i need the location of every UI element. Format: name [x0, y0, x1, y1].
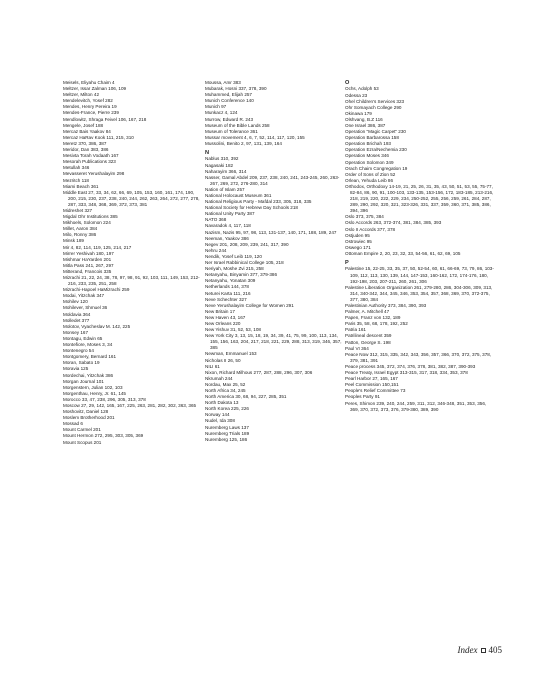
- index-entry: North Africa 34, 245: [205, 388, 246, 393]
- index-entry: Moldavia 364: [63, 311, 91, 317]
- index-entry: Mendlowitz, Shraga Feivel 106, 167, 218: [63, 116, 147, 122]
- index-entry: Ottoman Empire 2, 20, 23, 32, 33, 54-56, 61, 62, 69, 105: [345, 250, 461, 256]
- index-entry: Meretz 370, 386, 387: [63, 140, 107, 146]
- index-entry: Neriyah, Moshe Zvi 215, 258: [205, 266, 264, 272]
- index-entry: National Society for Hebrew Day Schools 218: [205, 205, 298, 211]
- index-entry: Olshvang, B.Z 116: [345, 116, 383, 122]
- index-entry: Miami Beach 361: [63, 183, 99, 189]
- index-entry: Molledet 377: [63, 317, 90, 323]
- section-letter: O: [345, 80, 350, 86]
- index-entry: Mizrachi 21, 22, 24, 38, 78, 97, 98, 91, 92, 103, 111, 149, 153, 212-216, 233, 235, 251, 258: [63, 275, 200, 287]
- index-entry: Nuremberg 125, 186: [205, 436, 248, 442]
- index-entry: Oslo Accords 263, 372-374, 381, 384, 385, 393: [345, 220, 442, 226]
- index-entry: Middle East 27, 33, 34, 62, 66, 69, 105, 153, 160, 161, 174, 190, 200, 215, 230, 237, 238, 240, 244, 262, 263, 264, 272, 277, 278, 287, 333, 348, 368, 369, 372, 373, 381: [63, 189, 200, 207]
- index-entry: Mendelevitch, Yosef 282: [63, 98, 113, 104]
- index-entry: Mount Hermon 272, 295, 303, 305, 369: [63, 433, 144, 439]
- index-column-2: [205, 80, 345, 443]
- index-entry: Newman, Emmanuel 153: [205, 351, 257, 357]
- index-entry: Mevasseret Yerushalayim 298: [63, 171, 125, 177]
- index-entry: One Israel 386, 387: [345, 122, 386, 128]
- index-entry: Morgenstern, Julian 102, 103: [63, 384, 123, 390]
- index-entry: Oswego 171: [345, 244, 371, 250]
- index-entry: Peace Treaty, Israel Egypt 313-315, 317, 318, 334, 353, 378: [345, 370, 468, 376]
- index-entry: Minsk 189: [63, 238, 84, 244]
- index-entry: North America 30, 68, 94, 227, 285, 351: [205, 394, 287, 400]
- index-entry: Ohel Children's Services 323: [345, 98, 405, 104]
- index-entry: Mussolini, Benito 2, 97, 131, 139, 164: [205, 140, 282, 146]
- index-entry: Moshovitz, Daniel 128: [63, 409, 109, 415]
- index-entry: Munich 97: [205, 104, 227, 110]
- index-entry: Montenegro 54: [63, 348, 94, 354]
- index-entry: Morgenthau, Henry, Jr. 61, 145: [63, 390, 126, 396]
- index-entry: Nicholas II 26, 50: [205, 357, 241, 363]
- index-entry: Mikhoels, Solomon 224: [63, 220, 111, 226]
- index-entry: Nordau, Max 25, 52: [205, 381, 246, 387]
- index-entry: Mubarak, Hosni 337, 378, 390: [205, 86, 267, 92]
- index-entry: Mercaz Bais Yaakov 84: [63, 128, 111, 134]
- index-entry: Norway 144: [205, 412, 230, 418]
- index-entry: Molotov, Vyacheslav M. 142, 225: [63, 323, 131, 329]
- index-entry: Nuremberg Laws 137: [205, 424, 249, 430]
- index-entry: Meridor, Dan 383, 386: [63, 147, 109, 153]
- index-entry: Nkrumah 244: [205, 375, 233, 381]
- index-entry: Neturei Karta 111, 216: [205, 290, 251, 296]
- index-entry: Mussar movement 4, 6, 7, 52, 114, 117, 120, 155: [205, 134, 305, 140]
- index-entry: Oslo 373, 375, 384: [345, 214, 384, 220]
- index-entry: Operation Barbarossa 158: [345, 135, 399, 141]
- index-entry: Meltzer, Issar Zalman 106, 109: [63, 86, 127, 92]
- index-entry: Operation "Magic Carpet" 230: [345, 129, 406, 135]
- index-entry: Ostjuden 95: [345, 232, 370, 238]
- index-entry: Mitla Pass 241, 267, 297: [63, 262, 114, 268]
- index-entry: North Korea 225, 226: [205, 406, 249, 412]
- index-entry: Moravia 125: [63, 366, 89, 372]
- index-entry: Papen, Franz von 132, 189: [345, 315, 401, 321]
- index-entry: Mezritch 118: [63, 177, 89, 183]
- index-entry: Moslem Brotherhood 201: [63, 415, 115, 421]
- index-entry: Metullah 346: [63, 165, 90, 171]
- index-entry: Operation Ezra/Nechemia 230: [345, 147, 407, 153]
- index-entry: Peel Commission 150,151: [345, 382, 399, 388]
- index-entry: Mendes-France, Pierre 239: [63, 110, 119, 116]
- index-entry: Museum of Tolerance 361: [205, 128, 258, 134]
- index-entry: Midreshet 327: [63, 207, 93, 213]
- index-entry: Neve Yerushalayim College for Women 291: [205, 302, 294, 308]
- index-entry: New Haven 43, 167: [205, 314, 246, 320]
- index-entry: Nablus 310, 392: [205, 156, 239, 162]
- index-entry: Mohilever, Shmuel 36: [63, 305, 108, 311]
- index-entry: Palestinian Authority 373, 384, 390, 393: [345, 303, 427, 308]
- index-entry: People's Relief Committee 73: [345, 388, 406, 394]
- index-entry: Ostrowiec 95: [345, 238, 372, 244]
- index-entry: Migdal Ohr Institutions 385: [63, 214, 118, 220]
- index-entry: National Religious Party - Mafdal 233, 305, 318, 335: [205, 199, 312, 205]
- index-entry: Netanyahu, Binyamin 377, 379-386: [205, 272, 278, 278]
- index-entry: Morgan Journal 101: [63, 378, 104, 384]
- index-entry: Peres, Shimon 239, 240, 244, 259, 311, 312, 346-348, 351, 353, 356, 369, 370, 372, 373, 376, 379-380, 389, 390: [345, 400, 487, 412]
- index-entry: Mesivta Torah Vodaath 167: [63, 153, 119, 159]
- index-entry: Montagu, Edwin 65: [63, 335, 103, 341]
- index-column-3: [345, 80, 495, 413]
- index-entry: Muhammed, Elijah 257: [205, 92, 252, 98]
- index-entry: Peace process 345, 372, 374, 376, 378, 381, 382, 387, 390-393: [345, 363, 476, 369]
- square-ornament-icon: [481, 648, 486, 653]
- index-entry: Paris 35, 58, 68, 178, 192, 252: [345, 321, 408, 327]
- index-entry: Mercaz HaRav Kook 111, 215, 310: [63, 134, 134, 140]
- index-entry: Modai, Yitzchak 347: [63, 293, 105, 299]
- index-entry: Peace Now 312, 315, 335, 342, 343, 356, 357, 366, 370, 372, 375, 378, 379, 381, 391: [345, 351, 492, 363]
- index-entry: Nazism, Nazis 95, 97, 98, 113, 131-137, 140, 171, 188, 189, 247: [205, 229, 337, 235]
- index-entry: NILI 61: [205, 363, 220, 369]
- index-entry: Orlean, Yehuda Leib 86: [345, 177, 394, 183]
- index-entry: Millet, Aaron 384: [63, 226, 98, 232]
- index-entry: Museum of the Bible Lands 258: [205, 122, 270, 128]
- index-entry: North Dakota 13: [205, 400, 239, 406]
- index-entry: Munkacz 4, 124: [205, 110, 238, 116]
- index-entry: Odessa 23: [345, 92, 368, 98]
- index-column-1: [63, 80, 203, 446]
- index-entry: Patton, George S. 198: [345, 339, 391, 345]
- index-entry: Palestine Liberation Organization 261, 279-280, 286, 304-306, 309, 313, 314, 340-342, 344, 345, 346, 353, 354, 357, 368, 369, 370, 372-375, 377, 380, 384: [345, 284, 493, 302]
- index-entry: Naharayim 366, 314: [205, 168, 247, 174]
- section-letter: P: [345, 260, 349, 267]
- index-entry: Order of Sons of Zion 52: [345, 171, 396, 177]
- index-entry: Ner Israel Rabbinical College 105, 218: [205, 260, 284, 266]
- index-entry: New York City 3, 13, 15, 18, 19, 34, 39, 41, 75, 99, 100, 113, 134, 155, 156, 163, 204, 217, 218, 221, 229, 288, 313, 319, 346, 357, 385: [205, 333, 342, 351]
- index-entry: Peoples Party 91: [345, 394, 380, 400]
- index-entry: National Unity Party 387: [205, 211, 255, 217]
- index-entry: Mir 4, 82, 114, 119, 125, 214, 217: [63, 244, 132, 250]
- index-entry: Mizrachi-Hapoel HaMizrachi 259: [63, 287, 130, 293]
- index-entry: Pearl Harbor 27, 165, 167: [345, 376, 398, 382]
- index-entry: Mirrer Yeshivah 180, 197: [63, 250, 114, 256]
- index-entry: Mordechai, Yitzchak 386: [63, 372, 114, 378]
- index-entry: Moran, Sabato 19: [63, 360, 100, 366]
- index-entry: Nixon, Richard Milhous 277, 287, 288, 296, 307, 306: [205, 369, 313, 375]
- index-entry: Palestine 15, 22-25, 33, 35, 37, 50, 52-54, 60, 61, 66-69, 73, 79, 86, 103-109, 112, 113, 130, 139, 144, 147-153, 160-162, 172, 174-176, 180, 192-198, 203, 207-211, 260, 261, 306: [345, 266, 494, 284]
- index-entry: Meltzer, Milton 42: [63, 92, 99, 98]
- index-entry: Milo, Ronny 386: [63, 232, 97, 238]
- index-entry: Nation of Islam 257: [205, 186, 245, 192]
- index-entry: Ohr Somayach College 290: [345, 104, 402, 110]
- index-entry: Netanyahu, Yonatan 309: [205, 278, 256, 284]
- index-entry: Neeman, Yaakov 386: [205, 235, 249, 241]
- index-entry: NATO 368: [205, 217, 227, 223]
- index-entry: Mount Carmel 201: [63, 427, 101, 433]
- index-entry: Palmer, A. Mitchell 47: [345, 309, 390, 315]
- page-footer: [458, 645, 503, 655]
- index-entry: Orthodox, Orthodoxy 14-19, 21, 25, 26, 31, 35, 43, 50, 51, 53, 55, 75-77, 82-84, 86, 90, 91, 100-103, 133-135, 153-156, 172, 183-185, 213-216, 218, 219, 220, 222, 229, 234, 250-252, 255, 256, 259, 261, 284, 287, 289, 290, 292, 320, 321, 323-326, 331, 337, 359, 360, 371, 385, 386, 394, 396: [345, 183, 494, 214]
- index-entry: Meisels, Eliyahu Chaim 4: [63, 80, 115, 85]
- index-entry: Nudel, Ida 308: [205, 418, 235, 424]
- index-entry: Montgomery, Bernard 161: [63, 354, 117, 360]
- index-entry: Navaradok 4, 117, 118: [205, 223, 251, 229]
- index-entry: Mohilev 120: [63, 299, 88, 305]
- index-entry: Operation Brichah 193: [345, 141, 391, 147]
- index-entry: Montefiore, Moses 3, 34: [63, 342, 113, 348]
- index-entry: Nagasaki 182: [205, 162, 234, 168]
- index-entry: Ochs, Adolph 53: [345, 86, 379, 92]
- index-entry: Mossad 6: [63, 421, 83, 427]
- index-entry: Mesorah Publications 323: [63, 159, 116, 165]
- index-entry: Nehru 244: [205, 247, 227, 253]
- index-entry: New Yishuv 31, 52, 53, 108: [205, 327, 261, 333]
- index-entry: Nasser, Gamal Abdel 209, 237, 238, 240, 241, 243-245, 260, 263-267, 269, 272, 276-280, 314: [205, 174, 340, 186]
- index-entry: Patria 161: [345, 327, 366, 333]
- index-entry: Nendik, Yosef Leib 119, 120: [205, 253, 262, 259]
- index-entry: New Britain 17: [205, 308, 235, 314]
- index-entry: Mendes, Henry Pereira 19: [63, 104, 117, 110]
- index-entry: New Orleans 220: [205, 320, 241, 326]
- index-entry: Mount Scopus 201: [63, 439, 102, 445]
- index-entry: Mengele, Josef 188: [63, 122, 104, 128]
- index-entry: Operation Solomon 349: [345, 159, 394, 165]
- index-entry: Monsey 167: [63, 329, 89, 335]
- index-entry: Okinawa 179: [345, 110, 372, 116]
- footer-label: Index: [457, 645, 478, 655]
- section-letter: N: [205, 150, 210, 157]
- index-entry: Netherlands 144, 378: [205, 284, 249, 290]
- index-entry: Munich Conference 140: [205, 98, 254, 104]
- index-page: [63, 80, 508, 640]
- index-entry: Operation Moses 346: [345, 153, 389, 159]
- index-entry: Morocco 33, 47, 238, 296, 305, 313, 378: [63, 396, 146, 402]
- index-entry: Oslo II Accords 377, 378: [345, 226, 396, 232]
- index-entry: Paul VI 364: [345, 345, 369, 351]
- index-entry: Mishmar HaYarden 201: [63, 256, 112, 262]
- index-entry: Moussa, Amr 383: [205, 80, 241, 85]
- page-number: 405: [488, 645, 502, 655]
- index-entry: Mitterand, Francois 335: [63, 268, 112, 274]
- index-entry: Nuremberg Trials 189: [205, 430, 250, 436]
- index-entry: Orach Chaim Congregation 19: [345, 165, 408, 171]
- index-entry: Patrilineal descent 359: [345, 333, 392, 339]
- index-entry: Negev 201, 208, 209, 239, 241, 317, 390: [205, 241, 289, 247]
- index-entry: Murrow, Edward R. 243: [205, 116, 253, 122]
- index-entry: Moscow 27, 29, 142, 165, 167, 225, 263, 281, 282, 302, 363, 365: [63, 402, 197, 408]
- index-entry: Neve Schechter 327: [205, 296, 247, 302]
- index-entry: National Holocaust Museum 361: [205, 193, 272, 198]
